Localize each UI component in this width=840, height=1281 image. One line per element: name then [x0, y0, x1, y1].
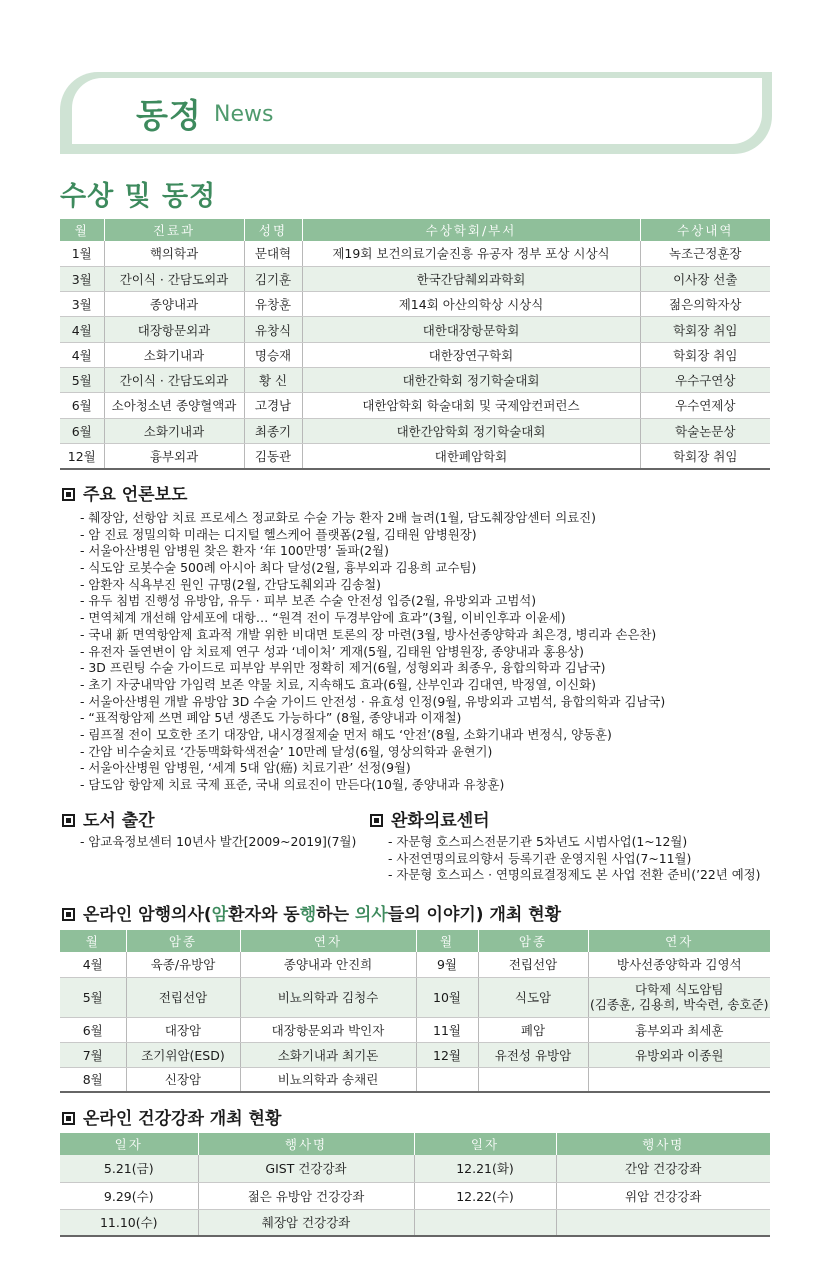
list-item: - 암교육정보센터 10년사 발간[2009~2019](7월) [80, 832, 356, 849]
table-cell: 전립선암 [478, 952, 588, 977]
table-header-row [60, 930, 770, 952]
table-cell [416, 1067, 478, 1092]
list-item: - 서울아산병원 개발 유방암 3D 수술 가이드 안전성 · 유효성 인정(9월, 유방외과 고범석, 융합의학과 김남국) [80, 692, 665, 709]
table-cell: 학술논문상 [640, 418, 770, 443]
table-cell: 4월 [60, 952, 126, 977]
table-cell: 11월 [416, 1017, 478, 1042]
table-cell: 소화기내과 최기돈 [240, 1042, 416, 1067]
table-cell: 대장항문외과 [104, 317, 244, 342]
table-row [60, 393, 770, 418]
table-cell: 최종기 [244, 418, 302, 443]
press-title-text: 주요 언론보도 [83, 485, 188, 505]
list-item: - 췌장암, 선항암 치료 프로세스 정교화로 수술 가능 환자 2배 늘려(1월, 담도췌장암센터 의료진) [80, 508, 665, 525]
list-item: - 자문형 호스피스 · 연명의료결정제도 본 사업 전환 준비(’22년 예정) [388, 865, 760, 882]
column-header: 수상학회/부서 [302, 219, 640, 241]
table-cell: 3월 [60, 266, 104, 291]
list-item: - 초기 자궁내막암 가임력 보존 약물 치료, 지속해도 효과(6월, 산부인과 김대연, 박정열, 이신화) [80, 675, 665, 692]
table-cell: 폐암 [478, 1017, 588, 1042]
table-cell: 간암 건강강좌 [556, 1155, 770, 1182]
list-item: - 유두 침범 진행성 유방암, 유두 · 피부 보존 수술 안전성 입증(2월, 유방외과 고범석) [80, 591, 665, 608]
table-header-row [60, 219, 770, 241]
page-title: 동정 [136, 96, 202, 135]
table-cell: 간이식 · 간담도외과 [104, 266, 244, 291]
table-cell: 6월 [60, 393, 104, 418]
column-header: 진료과 [104, 219, 244, 241]
table-cell: 유전성 유방암 [478, 1042, 588, 1067]
hospice-section-title [370, 806, 490, 831]
table-cell: 6월 [60, 1017, 126, 1042]
table-cell: 핵의학과 [104, 241, 244, 266]
list-item: - 서울아산병원 암병원 찾은 환자 ‘年 100만명’ 돌파(2월) [80, 541, 665, 558]
table-cell: 이사장 선출 [640, 266, 770, 291]
title-part: 온라인 암행의사( [83, 905, 212, 925]
table-cell: 11.10(수) [60, 1209, 198, 1236]
square-bullet-icon [370, 814, 383, 827]
table-cell: 12.21(화) [414, 1155, 556, 1182]
table-cell: 우수구연상 [640, 367, 770, 392]
table-cell [478, 1067, 588, 1092]
table-cell [556, 1209, 770, 1236]
list-item: - 간암 비수술치료 ‘간동맥화학색전술’ 10만례 달성(6월, 영상의학과 윤현기) [80, 742, 665, 759]
health-lecture-table [60, 1133, 770, 1237]
table-cell: GIST 건강강좌 [198, 1155, 414, 1182]
table-cell: 4월 [60, 342, 104, 367]
table-cell: 9월 [416, 952, 478, 977]
table-cell: 4월 [60, 317, 104, 342]
books-title-text: 도서 출간 [83, 811, 155, 831]
cell-line: (김종훈, 김용희, 박숙련, 송호준) [590, 997, 769, 1012]
list-item: - 담도암 항암제 치료 국제 표준, 국내 의료진이 만든다(10월, 종양내과 유창훈) [80, 775, 665, 792]
column-header: 암종 [126, 930, 240, 952]
table-cell: 1월 [60, 241, 104, 266]
awards-section-title: 수상 및 동정 [60, 181, 217, 212]
column-header: 행사명 [198, 1133, 414, 1155]
table-cell: 대한대장항문학회 [302, 317, 640, 342]
table-cell: 한국간담췌외과학회 [302, 266, 640, 291]
list-item: - 암 진료 정밀의학 미래는 디지털 헬스케어 플랫폼(2월, 김태원 암병원장) [80, 525, 665, 542]
table-cell: 젊은 유방암 건강강좌 [198, 1182, 414, 1209]
table-cell: 간이식 · 간담도외과 [104, 367, 244, 392]
table-row [60, 443, 770, 468]
table-row [60, 367, 770, 392]
table-cell [414, 1209, 556, 1236]
list-item: - “표적항암제 쓰면 폐암 5년 생존도 가능하다” (8월, 종양내과 이재철) [80, 708, 665, 725]
column-header: 성명 [244, 219, 302, 241]
table-cell: 대장항문외과 박인자 [240, 1017, 416, 1042]
column-header: 연자 [588, 930, 770, 952]
table-cell: 위암 건강강좌 [556, 1182, 770, 1209]
column-header: 연자 [240, 930, 416, 952]
table-cell: 비뇨의학과 송채린 [240, 1067, 416, 1092]
title-part: 들의 이야기) 개최 현황 [387, 905, 562, 925]
table-cell: 방사선종양학과 김영석 [588, 952, 770, 977]
table-cell: 학회장 취임 [640, 317, 770, 342]
table-cell: 비뇨의학과 김청수 [240, 977, 416, 1017]
table-cell: 12월 [60, 443, 104, 468]
press-list [80, 508, 665, 792]
table-cell: 학회장 취임 [640, 443, 770, 468]
table-cell: 식도암 [478, 977, 588, 1017]
table-cell: 대한암학회 학술대회 및 국제암컨퍼런스 [302, 393, 640, 418]
column-header: 일자 [60, 1133, 198, 1155]
table-row [60, 1067, 770, 1092]
table-cell: 종양내과 안진희 [240, 952, 416, 977]
table-cell: 대장암 [126, 1017, 240, 1042]
list-item: - 면역체계 개선해 암세포에 대항… “원격 전이 두경부암에 효과”(3월, 이비인후과 이윤세) [80, 608, 665, 625]
table-cell: 명승재 [244, 342, 302, 367]
list-item: - 사전연명의료의향서 등록기관 운영지원 사업(7~11월) [388, 849, 760, 866]
column-header: 일자 [414, 1133, 556, 1155]
table-cell: 유창훈 [244, 292, 302, 317]
table-row [60, 1042, 770, 1067]
table-row [60, 266, 770, 291]
list-item: - 암환자 식욕부진 원인 규명(2월, 간담도췌외과 김송철) [80, 575, 665, 592]
hospice-title-text: 완화의료센터 [391, 811, 490, 831]
table-cell: 녹조근정훈장 [640, 241, 770, 266]
press-section-title [62, 480, 187, 505]
square-bullet-icon [62, 814, 75, 827]
table-cell: 5월 [60, 977, 126, 1017]
table-cell: 유창식 [244, 317, 302, 342]
table-cell: 7월 [60, 1042, 126, 1067]
table-cell: 췌장암 건강강좌 [198, 1209, 414, 1236]
table-cell: 대한폐암학회 [302, 443, 640, 468]
list-item: - 국내 新 면역항암제 효과적 개발 위한 비대면 토론의 장 마련(3월, 방사선종양학과 최은경, 병리과 손은찬) [80, 625, 665, 642]
table-cell: 소화기내과 [104, 418, 244, 443]
square-bullet-icon [62, 488, 75, 501]
table-cell: 조기위암(ESD) [126, 1042, 240, 1067]
title-highlight: 행 [299, 905, 317, 925]
table-row [60, 1209, 770, 1236]
title-highlight: 암 [211, 905, 229, 925]
cell-line: 다학제 식도암팀 [635, 982, 724, 997]
table-cell: 대한간암학회 정기학술대회 [302, 418, 640, 443]
table-cell-multiline [588, 977, 770, 1017]
cancer-doctor-section-title [62, 900, 561, 925]
list-item: - 유전자 돌연변이 암 치료제 연구 성과 ‘네이처’ 게재(5월, 김태원 암병원장, 종양내과 홍용상) [80, 642, 665, 659]
table-cell: 대한간학회 정기학술대회 [302, 367, 640, 392]
title-part: 환자와 동 [228, 905, 300, 925]
square-bullet-icon [62, 1112, 75, 1125]
list-item: - 식도암 로봇수술 500례 아시아 최다 달성(2월, 흉부외과 김용희 교수팀) [80, 558, 665, 575]
books-list [80, 832, 356, 849]
square-bullet-icon [62, 908, 75, 921]
table-cell: 12월 [416, 1042, 478, 1067]
table-cell [588, 1067, 770, 1092]
table-cell: 문대혁 [244, 241, 302, 266]
table-row [60, 952, 770, 977]
table-cell: 소아청소년 종양혈액과 [104, 393, 244, 418]
health-lecture-section-title [62, 1104, 281, 1129]
books-section-title [62, 806, 155, 831]
table-cell: 제14회 아산의학상 시상식 [302, 292, 640, 317]
table-cell: 전립선암 [126, 977, 240, 1017]
table-row [60, 1182, 770, 1209]
column-header: 수상내역 [640, 219, 770, 241]
table-cell: 흉부외과 최세훈 [588, 1017, 770, 1042]
title-part: 하는 [316, 905, 355, 925]
table-cell: 젊은의학자상 [640, 292, 770, 317]
table-cell: 12.22(수) [414, 1182, 556, 1209]
table-cell: 9.29(수) [60, 1182, 198, 1209]
table-row [60, 292, 770, 317]
column-header: 월 [60, 930, 126, 952]
table-cell: 육종/유방암 [126, 952, 240, 977]
awards-table [60, 219, 770, 470]
table-cell: 고경남 [244, 393, 302, 418]
table-cell: 신장암 [126, 1067, 240, 1092]
table-cell: 김동관 [244, 443, 302, 468]
list-item: - 자문형 호스피스전문기관 5차년도 시범사업(1~12월) [388, 832, 760, 849]
table-cell: 8월 [60, 1067, 126, 1092]
column-header: 행사명 [556, 1133, 770, 1155]
cancer-doctor-table [60, 930, 770, 1093]
table-cell: 3월 [60, 292, 104, 317]
list-item: - 3D 프린팅 수술 가이드로 피부암 부위만 정확히 제거(6월, 성형외과 최종우, 융합의학과 김남국) [80, 658, 665, 675]
column-header: 월 [416, 930, 478, 952]
table-row [60, 1155, 770, 1182]
title-highlight: 의사 [354, 905, 388, 925]
table-row [60, 1017, 770, 1042]
table-cell: 5월 [60, 367, 104, 392]
table-cell: 6월 [60, 418, 104, 443]
table-cell: 종양내과 [104, 292, 244, 317]
list-item: - 서울아산병원 암병원, ‘세계 5대 암(癌) 치료기관’ 선정(9월) [80, 758, 665, 775]
table-cell: 학회장 취임 [640, 342, 770, 367]
table-header-row [60, 1133, 770, 1155]
table-cell: 우수연제상 [640, 393, 770, 418]
table-cell: 황 신 [244, 367, 302, 392]
table-cell: 흉부외과 [104, 443, 244, 468]
table-cell: 소화기내과 [104, 342, 244, 367]
list-item: - 림프절 전이 모호한 조기 대장암, 내시경절제술 먼저 해도 ‘안전’(8월, 소화기내과 변정식, 양동훈) [80, 725, 665, 742]
health-lecture-title-text: 온라인 건강강좌 개최 현황 [83, 1109, 282, 1129]
table-cell: 5.21(금) [60, 1155, 198, 1182]
column-header: 암종 [478, 930, 588, 952]
table-row [60, 977, 770, 1017]
column-header: 월 [60, 219, 104, 241]
table-row [60, 317, 770, 342]
table-cell: 제19회 보건의료기술진흥 유공자 정부 포상 시상식 [302, 241, 640, 266]
page-subtitle: News [214, 102, 274, 127]
table-row [60, 418, 770, 443]
table-row [60, 342, 770, 367]
table-row [60, 241, 770, 266]
table-cell: 유방외과 이종원 [588, 1042, 770, 1067]
hospice-list [388, 832, 760, 882]
table-cell: 김기훈 [244, 266, 302, 291]
table-cell: 10월 [416, 977, 478, 1017]
table-cell: 대한장연구학회 [302, 342, 640, 367]
